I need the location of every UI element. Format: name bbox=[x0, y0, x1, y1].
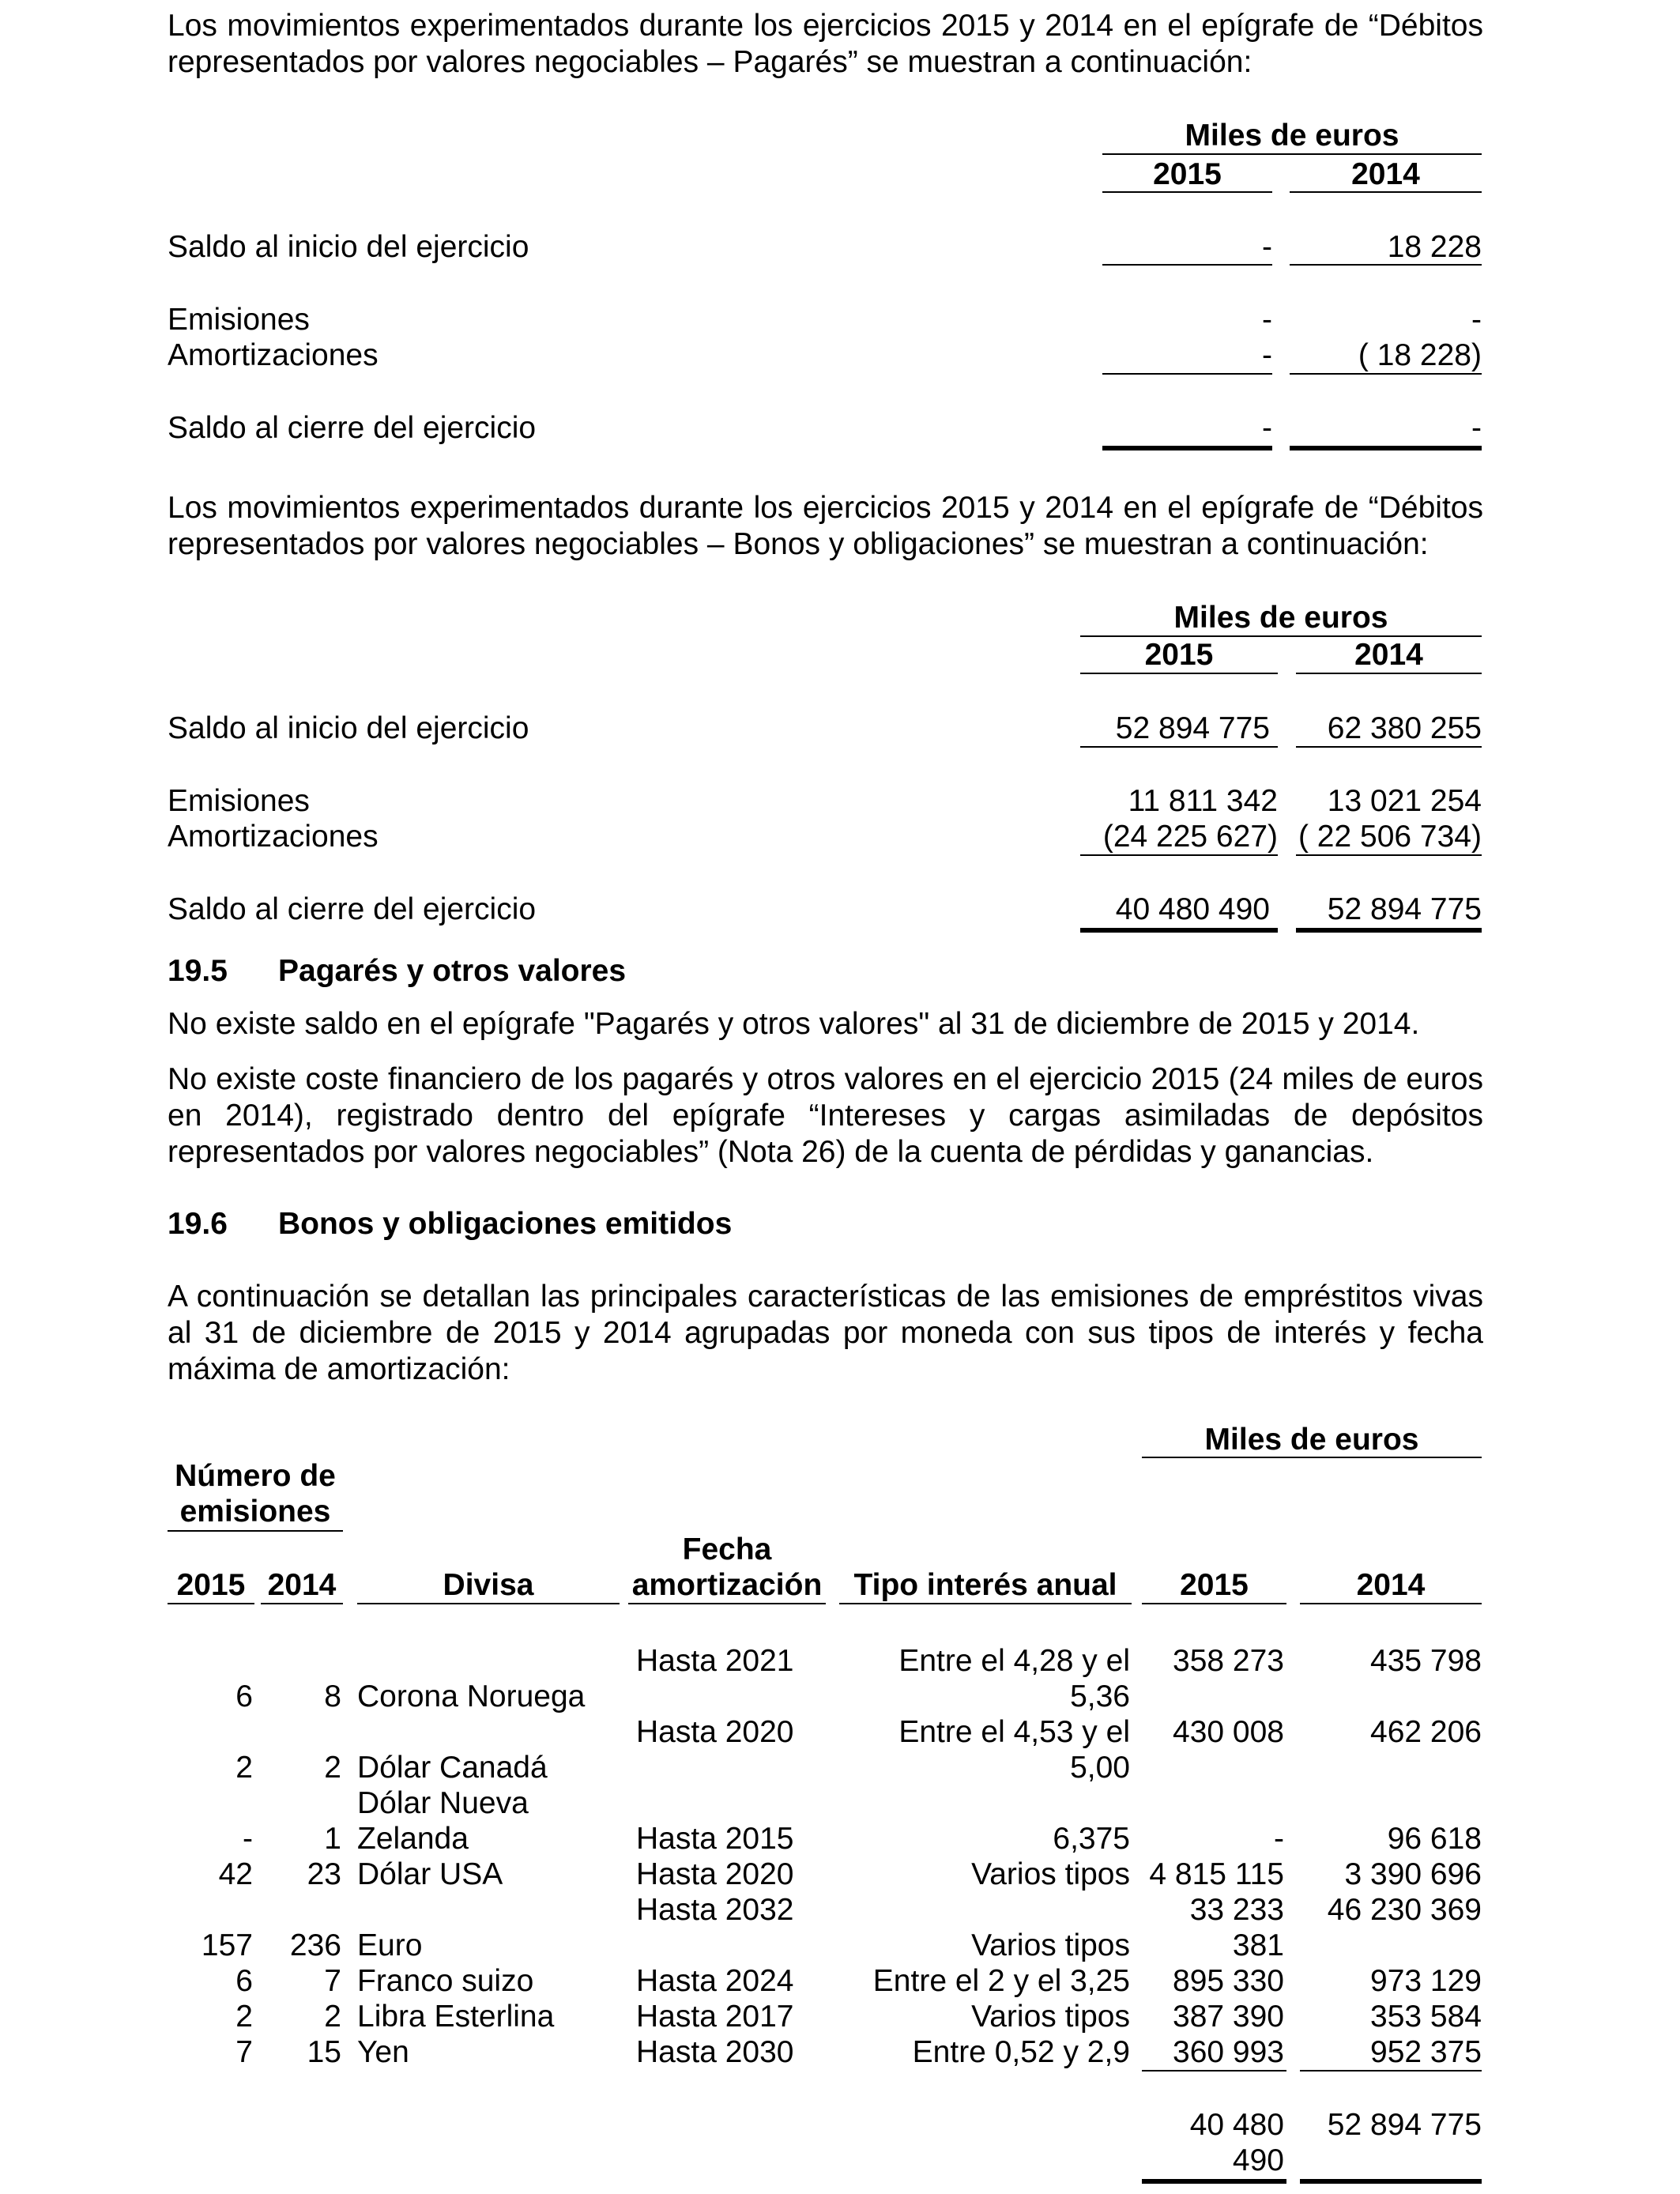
header-n2014: 2014 bbox=[267, 1568, 337, 1602]
table-cell: 7 bbox=[324, 1964, 341, 1998]
table-cell: 6 bbox=[235, 1679, 253, 1713]
table-cell: Corona Noruega bbox=[357, 1679, 586, 1713]
table-cell: 8 bbox=[324, 1679, 341, 1713]
table-row-label: Amortizaciones bbox=[168, 820, 379, 854]
table-cell: 15 bbox=[307, 2035, 341, 2069]
table-cell: 358 273 bbox=[1173, 1644, 1284, 1678]
table-cell: Hasta 2024 bbox=[636, 1964, 794, 1998]
table-cell: - bbox=[1262, 338, 1272, 372]
table-cell: Hasta 2032 bbox=[636, 1893, 794, 1927]
total-rule bbox=[1290, 446, 1482, 450]
table-cell: - bbox=[1471, 411, 1482, 445]
intro-pagares-line-2: representados por valores negociables – Pagarés” se muestran a continuación: bbox=[168, 45, 1252, 79]
table-row-label: Saldo al inicio del ejercicio bbox=[168, 230, 529, 264]
table-bonos-col-2014: 2014 bbox=[1354, 638, 1423, 672]
paragraph-line: al 31 de diciembre de 2015 y 2014 agrupadas por moneda con sus tipos de interés y fecha bbox=[168, 1316, 1483, 1350]
table-cell: Hasta 2020 bbox=[636, 1715, 794, 1749]
divider bbox=[1296, 673, 1482, 674]
table-cell: Dólar USA bbox=[357, 1857, 503, 1891]
table-cell: 5,36 bbox=[1070, 1679, 1130, 1713]
table-row-label: Saldo al cierre del ejercicio bbox=[168, 411, 537, 445]
section-196-number: 19.6 bbox=[168, 1207, 228, 1241]
table-cell: Hasta 2020 bbox=[636, 1857, 794, 1891]
num-header-line-1: Número de bbox=[175, 1459, 336, 1493]
table-pagares-col-2014: 2014 bbox=[1351, 157, 1420, 191]
table-cell: 6,375 bbox=[1053, 1822, 1130, 1856]
num-header-line-2: emisiones bbox=[179, 1495, 331, 1529]
fecha-header-line-2: amortización bbox=[631, 1568, 823, 1602]
table-row-label: Amortizaciones bbox=[168, 338, 379, 372]
divider bbox=[1296, 854, 1482, 856]
table-cell: Entre 0,52 y 2,9 bbox=[912, 2035, 1130, 2069]
table-cell: Varios tipos bbox=[971, 2000, 1130, 2034]
total-rule bbox=[1080, 928, 1278, 933]
intro-pagares-line-1: Los movimientos experimentados durante los ejercicios 2015 y 2014 en el epígrafe de “Débitos bbox=[168, 9, 1483, 43]
table-cell: Zelanda bbox=[357, 1822, 469, 1856]
header-m2014: 2014 bbox=[1356, 1568, 1426, 1602]
table-cell: Entre el 2 y el 3,25 bbox=[872, 1964, 1130, 1998]
table-row-label: Emisiones bbox=[168, 303, 310, 337]
table-cell: 40 480 490 bbox=[1115, 892, 1270, 926]
table-row-label: Saldo al inicio del ejercicio bbox=[168, 711, 529, 745]
table-cell: Hasta 2015 bbox=[636, 1822, 794, 1856]
divider bbox=[1290, 373, 1482, 375]
table-cell: 4 815 115 bbox=[1149, 1857, 1284, 1891]
table-cell: 23 bbox=[307, 1857, 341, 1891]
table-cell: - bbox=[1274, 1822, 1284, 1856]
table-cell: 895 330 bbox=[1173, 1964, 1284, 1998]
divider bbox=[168, 1530, 343, 1532]
table-row-label: Emisiones bbox=[168, 784, 310, 818]
table-cell: ( 22 506 734) bbox=[1298, 820, 1482, 854]
table-cell: 6 bbox=[235, 1964, 253, 1998]
table-cell: - bbox=[1262, 411, 1272, 445]
table-cell: Hasta 2021 bbox=[636, 1644, 794, 1678]
total-m2015-line-2: 490 bbox=[1232, 2143, 1284, 2177]
table-cell: 353 584 bbox=[1370, 2000, 1482, 2034]
table-cell: 435 798 bbox=[1370, 1644, 1482, 1678]
paragraph-line: representados por valores negociables” (Nota 26) de la cuenta de pérdidas y ganancias. bbox=[168, 1135, 1374, 1169]
total-rule bbox=[1300, 2179, 1482, 2184]
section-195-paragraph-2 bbox=[168, 1061, 1483, 1171]
fecha-header-line-1: Fecha bbox=[682, 1532, 772, 1566]
paragraph-line: A continuación se detallan las principales características de las emisiones de empréstitos vivas bbox=[168, 1280, 1483, 1314]
table-cell: 973 129 bbox=[1370, 1964, 1482, 1998]
table-cell: 2 bbox=[235, 2000, 253, 2034]
divider bbox=[1300, 1603, 1482, 1604]
header-tipo: Tipo interés anual bbox=[853, 1568, 1117, 1602]
total-m2015-line-1: 40 480 bbox=[1189, 2108, 1284, 2142]
total-rule bbox=[1296, 928, 1482, 933]
section-195-paragraph-1: No existe saldo en el epígrafe "Pagarés y otros valores" al 31 de diciembre de 2015 y 2014. bbox=[168, 1007, 1420, 1041]
table-pagares-unit: Miles de euros bbox=[1185, 119, 1399, 153]
table-bonos-col-2015: 2015 bbox=[1144, 638, 1214, 672]
table-cell: 952 375 bbox=[1370, 2035, 1482, 2069]
table-pagares-col-2015: 2015 bbox=[1153, 157, 1222, 191]
table-cell: Euro bbox=[357, 1928, 423, 1962]
divider bbox=[357, 1603, 620, 1604]
table-cell: 18 228 bbox=[1387, 230, 1482, 264]
table-cell: Dólar Nueva bbox=[357, 1786, 529, 1820]
table-cell: ( 18 228) bbox=[1358, 338, 1482, 372]
table-cell: 42 bbox=[218, 1857, 253, 1891]
table-cell: (24 225 627) bbox=[1102, 820, 1278, 854]
table-row-label: Saldo al cierre del ejercicio bbox=[168, 892, 537, 926]
divider bbox=[1142, 1603, 1286, 1604]
divider bbox=[1296, 746, 1482, 748]
section-195-number: 19.5 bbox=[168, 954, 228, 988]
table-bonos-unit: Miles de euros bbox=[1173, 601, 1388, 635]
table-cell: Entre el 4,28 y el bbox=[898, 1644, 1130, 1678]
divider bbox=[1080, 746, 1278, 748]
header-m2015: 2015 bbox=[1180, 1568, 1249, 1602]
total-rule bbox=[1142, 2179, 1286, 2184]
table-cell: 381 bbox=[1232, 1928, 1284, 1962]
table-cell: 2 bbox=[235, 1751, 253, 1785]
table-cell: 3 390 696 bbox=[1344, 1857, 1482, 1891]
total-m2014: 52 894 775 bbox=[1327, 2108, 1482, 2142]
divider bbox=[1290, 191, 1482, 193]
table-cell: 62 380 255 bbox=[1327, 711, 1482, 745]
intro-pagares-paragraph bbox=[168, 8, 1483, 81]
section-196-title: Bonos y obligaciones emitidos bbox=[278, 1207, 733, 1241]
divider bbox=[1102, 264, 1272, 266]
table-cell: Franco suizo bbox=[357, 1964, 534, 1998]
table-emisiones-unit: Miles de euros bbox=[1204, 1423, 1419, 1457]
header-n2015: 2015 bbox=[176, 1568, 246, 1602]
table-cell: Hasta 2017 bbox=[636, 2000, 794, 2034]
paragraph-line: No existe coste financiero de los pagarés y otros valores en el ejercicio 2015 (24 miles de euros bbox=[168, 1062, 1483, 1096]
divider bbox=[1142, 1457, 1482, 1458]
divider bbox=[1080, 854, 1278, 856]
table-cell: Dólar Canadá bbox=[357, 1751, 548, 1785]
divider bbox=[1290, 264, 1482, 266]
divider bbox=[1300, 2070, 1482, 2071]
table-cell: 387 390 bbox=[1173, 2000, 1284, 2034]
divider bbox=[1080, 673, 1278, 674]
header-divisa: Divisa bbox=[443, 1568, 534, 1602]
divider bbox=[1102, 373, 1272, 375]
table-cell: Yen bbox=[357, 2035, 409, 2069]
table-cell: - bbox=[1262, 230, 1272, 264]
divider bbox=[628, 1603, 826, 1604]
paragraph-line: en 2014), registrado dentro del epígrafe “Intereses y cargas asimiladas de depósitos bbox=[168, 1099, 1483, 1133]
divider bbox=[1102, 153, 1482, 155]
table-cell: Entre el 4,53 y el bbox=[898, 1715, 1130, 1749]
table-cell: 236 bbox=[289, 1928, 341, 1962]
table-cell: 2 bbox=[324, 2000, 341, 2034]
table-cell: 1 bbox=[324, 1822, 341, 1856]
table-cell: 46 230 369 bbox=[1327, 1893, 1482, 1927]
table-cell: 11 811 342 bbox=[1128, 784, 1278, 818]
table-cell: 2 bbox=[324, 1751, 341, 1785]
total-rule bbox=[1102, 446, 1272, 450]
divider bbox=[1142, 2070, 1286, 2071]
table-cell: 360 993 bbox=[1173, 2035, 1284, 2069]
table-cell: 157 bbox=[201, 1928, 253, 1962]
paragraph-line: máxima de amortización: bbox=[168, 1352, 510, 1386]
table-cell: 96 618 bbox=[1387, 1822, 1482, 1856]
table-cell: Hasta 2030 bbox=[636, 2035, 794, 2069]
table-cell: 462 206 bbox=[1370, 1715, 1482, 1749]
table-cell: 52 894 775 bbox=[1327, 892, 1482, 926]
intro-bonos-paragraph bbox=[168, 490, 1483, 563]
table-cell: 13 021 254 bbox=[1327, 784, 1482, 818]
section-195-title: Pagarés y otros valores bbox=[278, 954, 627, 988]
table-cell: 7 bbox=[235, 2035, 253, 2069]
table-cell: 52 894 775 bbox=[1115, 711, 1270, 745]
table-cell: Libra Esterlina bbox=[357, 2000, 555, 2034]
table-cell: - bbox=[243, 1822, 253, 1856]
intro-bonos-line-2: representados por valores negociables – Bonos y obligaciones” se muestran a continuación: bbox=[168, 527, 1429, 561]
table-cell: 5,00 bbox=[1070, 1751, 1130, 1785]
table-cell: 33 233 bbox=[1189, 1893, 1284, 1927]
divider bbox=[839, 1603, 1132, 1604]
table-cell: Varios tipos bbox=[971, 1928, 1130, 1962]
table-cell: 430 008 bbox=[1173, 1715, 1284, 1749]
section-196-paragraph bbox=[168, 1279, 1483, 1388]
table-cell: - bbox=[1262, 303, 1272, 337]
divider bbox=[1102, 191, 1272, 193]
divider bbox=[261, 1603, 343, 1604]
table-cell: - bbox=[1471, 303, 1482, 337]
table-cell: Varios tipos bbox=[971, 1857, 1130, 1891]
divider bbox=[168, 1603, 254, 1604]
intro-bonos-line-1: Los movimientos experimentados durante los ejercicios 2015 y 2014 en el epígrafe de “Débitos bbox=[168, 491, 1483, 525]
